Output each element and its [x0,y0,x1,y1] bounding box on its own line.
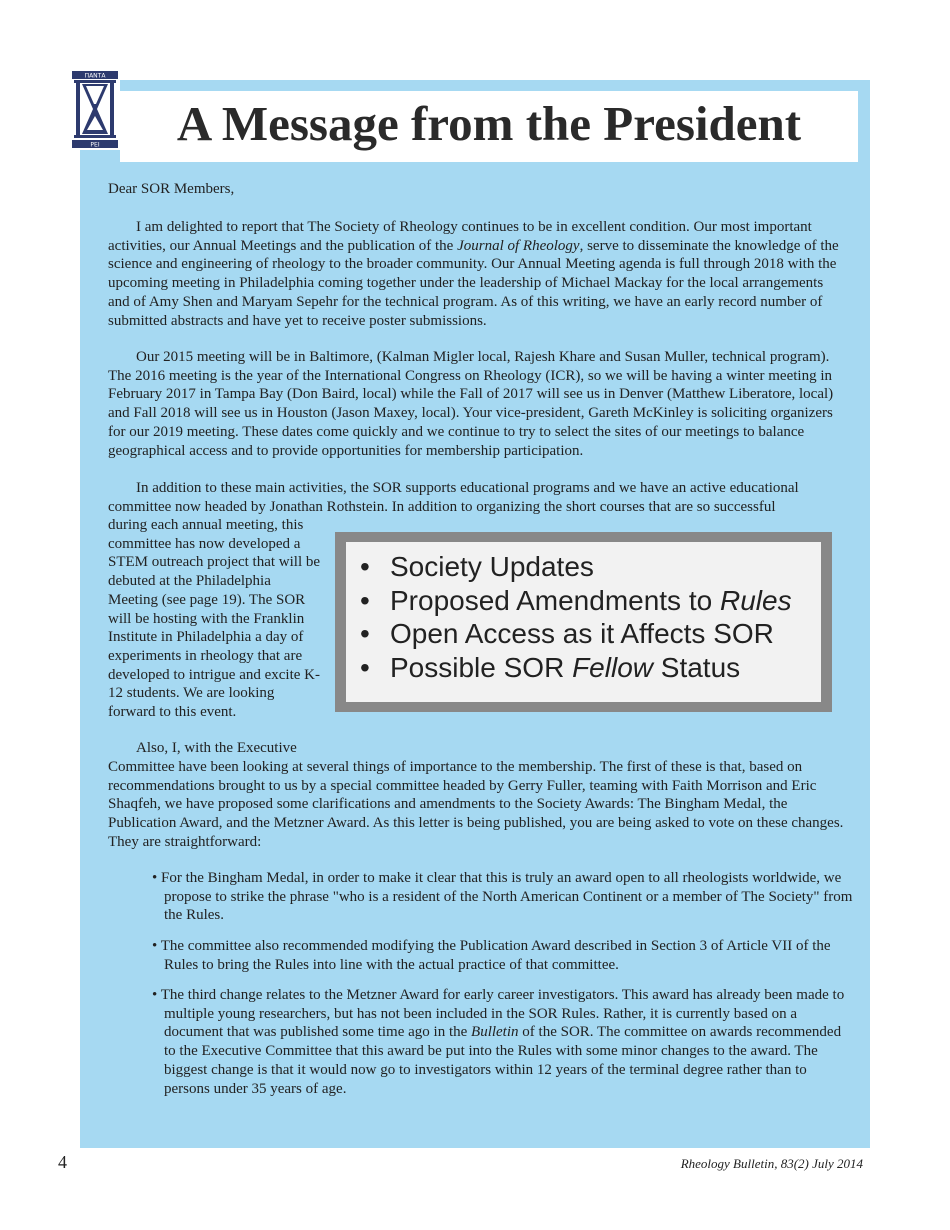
bullet-metzner: • The third change relates to the Metzner Award for early career investigators. This award has already been made to multiple young researchers, but has not been included in the SOR Rules. Rather, it is currently based on a document that was published some time ago in the Bulletin of the SOR. The committee on awards recommended to the Executive Committee that this award be put into the Rules with some minor changes to the award. The biggest change is that it would now go to investigators within 12 years of the terminal degree rather than to persons under 35 years of age. [152,987,845,1097]
paragraph-3-intro: In addition to these main activities, the SOR supports educational programs and we have an active educational committee now headed by Jonathan Rothstein. In addition to organizing the short courses that are so successful [108,480,799,515]
paragraph-4-column: Also, I, with the Executive [136,740,297,756]
callout-item-fellow: • Possible SOR Fellow Status [360,651,741,683]
callout-item-updates: • Society Updates [360,551,594,582]
journal-title: Journal of Rheology [457,237,580,254]
hourglass-logo-icon [70,70,120,150]
paragraph-1: I am delighted to report that The Society of Rheology continues to be in excellent condition. Our most important activities, our Annual Meetings and the publication of the Journal of Rheology, serve to disseminate the knowledge of the science and engineering of rheology to the broader community. Our Annual Meeting agenda is full through 2018 with the upcoming meeting in Philadelphia coming together under the leadership of Michael Mackay for the local arrangements and of Amy Shen and Maryam Sepehr for the technical program. As of this writing, we have an early record number of submitted abstracts and have yet to receive poster submissions. [108,219,839,329]
page-number: 4 [58,1152,67,1172]
paragraph-3-column: during each annual meeting, this committee has now developed a STEM outreach project that will be debuted at the Philadelphia Meeting (see page 19). The SOR will be hosting with the Franklin Institute in Philadelphia a day of experiments in rheology that are developed to intrigue and excite K-12 students. We are looking forward to this event. [108,517,321,721]
callout-item-open-access: • Open Access as it Affects SOR [360,618,774,650]
citation: Rheology Bulletin, 83(2) July 2014 [680,1156,863,1171]
logo-bottom-text: ΡΕΙ [90,141,100,149]
paragraph-2: Our 2015 meeting will be in Baltimore, (Kalman Migler local, Rajesh Khare and Susan Muller, technical program). The 2016 meeting is the year of the International Congress on Rheology (ICR), so we will be having a winter meeting in February 2017 in Tampa Bay (Don Baird, local) while the Fall of 2017 will see us in Denver (Matthew Liberatore, local) and Fall 2018 will see us in Houston (Jason Maxey, local). Your vice-president, Gareth McKinley is soliciting organizers for our 2019 meeting. These dates come quickly and we continue to try to select the sites of our meetings to balance geographical access and to provide opportunities for membership participation. [108,349,834,459]
callout-list [360,550,792,684]
bullet-publication: • The committee also recommended modifying the Publication Award described in Section 3 of Article VII of the Rules to bring the Rules into line with the actual practice of that committee. [152,938,831,973]
bulletin-title: Bulletin [471,1024,519,1041]
logo-top-text: ΠΑΝΤΑ [84,72,106,80]
paragraph-4: Committee have been looking at several things of importance to the membership. The first of these is that, based on recommendations brought to us by a special committee headed by Gerry Fuller, teaming with Faith Morrison and Eric Shaqfeh, we have proposed some clarifications and amendments to the Society Awards: The Bingham Medal, the Publication Award, and the Metzner Award. As this letter is being published, you are being asked to vote on these changes. They are straightforward: [108,759,844,850]
bullet-bingham: • For the Bingham Medal, in order to make it clear that this is truly an award open to all rheologists worldwide, we propose to strike the phrase "who is a resident of the North American Continent or a member of The Society" from the Rules. [152,870,853,924]
page-title: A Message from the President [176,96,802,151]
salutation: Dear SOR Members, [108,181,235,197]
callout-item-amendments: • Proposed Amendments to Rules [360,584,792,616]
